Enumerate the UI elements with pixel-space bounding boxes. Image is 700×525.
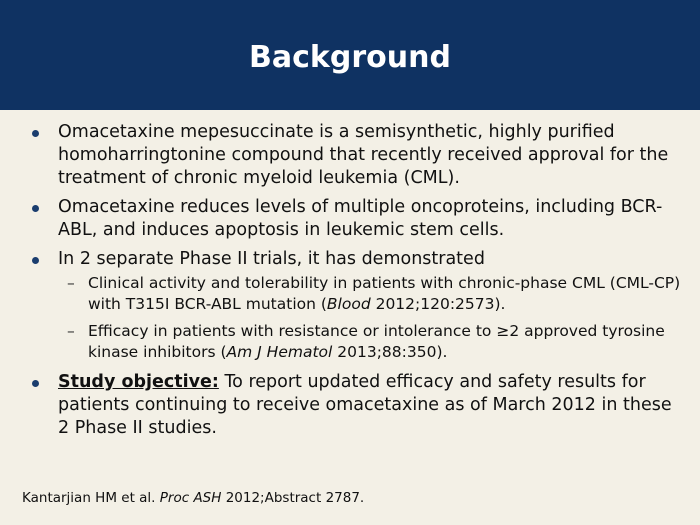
sub-bullet-text: Clinical activity and tolerability in patients with chronic-phase CML (CML-CP) with T315I BCR-ABL mutation ( xyxy=(88,274,681,313)
bullet-dot-icon xyxy=(32,130,39,137)
journal-name: Blood xyxy=(326,295,371,313)
bullet-item xyxy=(32,196,682,242)
sub-bullet-item xyxy=(32,321,682,363)
journal-name: Am J Hematol xyxy=(226,343,333,361)
dash-icon: – xyxy=(67,322,75,340)
bullet-dot-icon xyxy=(32,257,39,264)
objective-item xyxy=(32,371,682,440)
citation-text: 2012;120:2573). xyxy=(370,295,506,313)
bullet-text: Omacetaxine mepesuccinate is a semisynthetic, highly purified homoharringtonine compound that recently received approval for the treatment of chronic myeloid leukemia (CML). xyxy=(58,122,669,188)
reference-details: 2012;Abstract 2787. xyxy=(221,490,365,506)
bullet-dot-icon xyxy=(32,380,39,387)
bullet-text: In 2 separate Phase II trials, it has demonstrated xyxy=(58,249,485,269)
reference-authors: Kantarjian HM et al. xyxy=(22,490,160,506)
sub-bullet-text: Efficacy in patients with resistance or intolerance to ≥2 approved tyrosine kinase inhibitors ( xyxy=(88,322,665,361)
citation-text: 2013;88:350). xyxy=(332,343,448,361)
bullet-item xyxy=(32,121,682,190)
slide-content xyxy=(32,121,682,446)
sub-bullet-item xyxy=(32,273,682,315)
title-bar xyxy=(0,0,700,110)
bullet-item xyxy=(32,248,682,271)
bullet-dot-icon xyxy=(32,205,39,212)
objective-label: Study objective: xyxy=(58,372,219,392)
dash-icon: – xyxy=(67,274,75,292)
bullet-text: Omacetaxine reduces levels of multiple oncoproteins, including BCR-ABL, and induces apoptosis in leukemic stem cells. xyxy=(58,197,663,240)
slide-title: Background xyxy=(249,39,451,75)
objective-text: To report updated efficacy and safety results for patients continuing to receive omacetaxine as of March 2012 in these 2 Phase II studies. xyxy=(58,372,672,438)
reference-journal: Proc ASH xyxy=(159,490,222,506)
reference-footer xyxy=(22,490,364,506)
